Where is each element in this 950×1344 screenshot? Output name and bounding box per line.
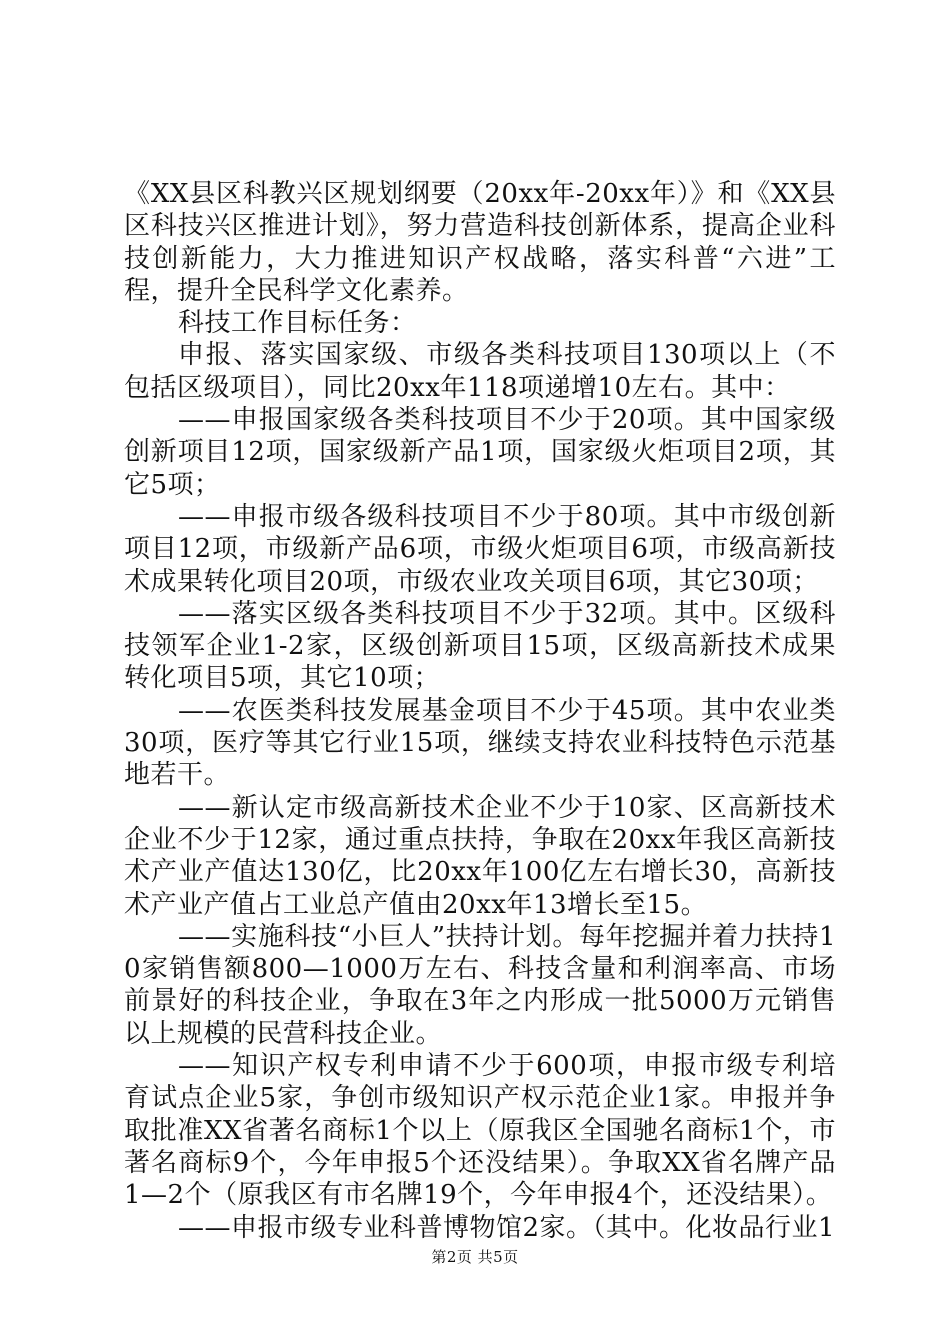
document-body — [124, 178, 836, 1244]
paragraph-hightech-enterprises: ——新认定市级高新技术企业不少于10家、区高新技术企业不少于12家，通过重点扶持，争取在20xx年我区高新技术产业产值达130亿，比20xx年100亿左右增长30，高新技术产业产值占工业总产值由20xx年13增长至15。 — [124, 792, 836, 920]
paragraph-national-projects: ——申报国家级各类科技项目不少于20项。其中国家级创新项目12项，国家级新产品1项，国家级火炬项目2项，其它5项； — [124, 405, 836, 500]
paragraph-little-giant-plan: ——实施科技“小巨人”扶持计划。每年挖掘并着力扶持10家销售额800—1000万左右、科技含量和利润率高、市场前景好的科技企业，争取在3年之内形成一批5000万元销售以上规模的民营科技企业。 — [124, 921, 836, 1049]
page-number-footer: 第2页 共5页 — [431, 1248, 519, 1266]
paragraph-intellectual-property: ——知识产权专利申请不少于600项，申报市级专利培育试点企业5家，争创市级知识产权示范企业1家。申报并争取批准XX省著名商标1个以上（原我区全国驰名商标1个，市著名商标9个，今年申报5个还没结果）。争取XX省名牌产品1—2个（原我区有市名牌19个，今年申报4个，还没结果）。 — [124, 1051, 836, 1211]
paragraph-city-projects: ——申报市级各级科技项目不少于80项。其中市级创新项目12项，市级新产品6项，市级火炬项目6项，市级高新技术成果转化项目20项，市级农业攻关项目6项，其它30项； — [124, 501, 836, 597]
paragraph-agri-medical-fund: ——农医类科技发展基金项目不少于45项。其中农业类30项，医疗等其它行业15项，继续支持农业科技特色示范基地若干。 — [124, 695, 836, 791]
paragraph-targets-heading: 科技工作目标任务： — [178, 308, 417, 339]
paragraph-project-totals: 申报、落实国家级、市级各类科技项目130项以上（不包括区级项目），同比20xx年118项递增10左右。其中： — [124, 340, 836, 403]
paragraph-plan-continuation: 《XX县区科教兴区规划纲要（20xx年-20xx年）》和《XX县区科技兴区推进计划》，努力营造科技创新体系，提高企业科技创新能力，大力推进知识产权战略，落实科普“六进”工程，提升全民科学文化素养。 — [124, 179, 836, 306]
paragraph-science-museums: ——申报市级专业科普博物馆2家。（其中。化妆品行业1 — [178, 1212, 836, 1243]
paragraph-district-projects: ——落实区级各类科技项目不少于32项。其中。区级科技领军企业1-2家，区级创新项目15项，区级高新技术成果转化项目5项，其它10项； — [124, 598, 836, 694]
